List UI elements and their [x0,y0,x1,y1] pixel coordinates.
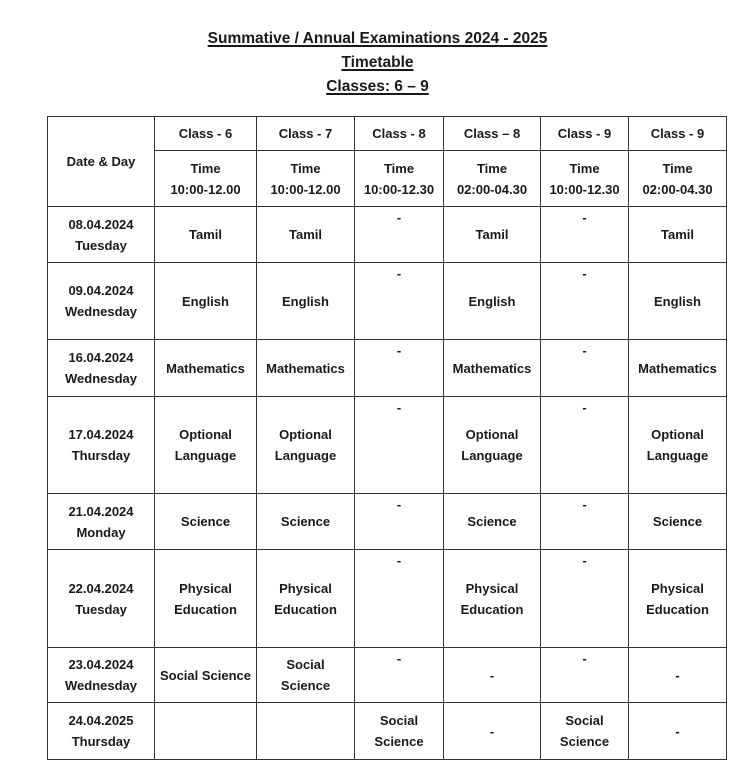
exam-row [48,494,727,550]
subject-text: Social [379,713,419,728]
exam-day: Monday [76,524,126,540]
subject-text: Education [174,601,237,617]
exam-row [48,340,727,397]
no-exam-dash [355,494,444,550]
exam-rows [48,207,727,760]
no-exam-dash [355,550,444,648]
subject-text: English [468,293,516,309]
subject-cell [155,648,257,703]
subject-text: Mathematics [266,360,345,376]
empty-cell [155,703,257,760]
no-exam-dash [444,703,541,760]
dash-text: - [582,651,587,666]
subject-cell [629,494,727,550]
no-exam-dash [541,648,629,703]
subject-cell [629,340,727,397]
exam-date: 09.04.2024 [68,283,134,298]
exam-date: 08.04.2024 [68,216,134,232]
time-label: Time [290,160,321,176]
no-exam-dash [541,550,629,648]
subject-text: Tamil [475,227,509,242]
exam-date: 21.04.2024 [68,503,134,519]
date-day-cell [48,340,155,397]
dash-text: - [675,723,680,739]
subject-cell [257,207,355,263]
exam-day: Wednesday [64,371,137,386]
dash-text: - [582,497,587,512]
subject-text: Science [467,514,517,529]
subject-cell [257,397,355,494]
exam-row [48,263,727,340]
date-day-cell [48,207,155,263]
dash-text: - [396,266,402,281]
time-label: Time [383,160,415,176]
exam-date: 23.04.2024 [68,657,134,672]
time-label: Time [569,160,600,176]
time-header [444,151,541,207]
exam-row [48,703,727,760]
no-exam-dash [541,263,629,340]
subject-cell [444,340,541,397]
subject-text: Mathematics [638,360,717,376]
no-exam-dash [355,648,444,703]
time-header [257,151,355,207]
time-range: 10:00-12.00 [170,181,241,197]
subject-cell [444,550,541,648]
date-day-cell [48,648,155,703]
exam-date: 22.04.2024 [68,580,134,596]
subject-cell [444,263,541,340]
no-exam-dash [444,648,541,703]
subject-text: Science [559,734,610,749]
subject-text: Science [280,678,331,693]
date-day-cell [48,397,155,494]
exam-timetable [47,116,727,760]
time-header [629,151,727,207]
class-header: Class - 7 [257,117,355,151]
subject-cell [355,703,444,760]
no-exam-dash [355,263,444,340]
subject-cell [155,397,257,494]
subject-text: Mathematics [166,360,245,376]
dash-text: - [396,553,402,568]
subject-cell [257,648,355,703]
subject-text: Physical [179,580,232,596]
class-header: Class - 9 [541,117,629,151]
subject-cell [257,494,355,550]
subject-text: Language [461,448,523,463]
subject-text: Social Science [159,667,252,683]
no-exam-dash [541,340,629,397]
no-exam-dash [355,207,444,263]
subject-cell [155,550,257,648]
subject-text: Education [646,601,709,617]
subject-text: Optional [179,427,232,442]
date-day-cell [48,703,155,760]
subject-cell [629,263,727,340]
dash-text: - [582,400,587,415]
subject-text: Tamil [289,227,322,242]
date-day-cell [48,550,155,648]
subject-cell [155,340,257,397]
time-range: 10:00-12.30 [363,181,435,197]
subject-cell [444,207,541,263]
subject-text: Education [274,601,337,617]
subject-cell [444,397,541,494]
subject-text: English [654,293,701,309]
date-day-cell [48,494,155,550]
time-range: 02:00-04.30 [456,181,528,197]
subject-cell [257,263,355,340]
exam-day: Wednesday [64,678,137,693]
no-exam-dash [541,207,629,263]
subject-text: Education [460,601,524,617]
date-day-header: Date & Day [48,117,155,207]
subject-cell [629,207,727,263]
exam-row [48,550,727,648]
exam-day: Tuesday [75,601,127,617]
subject-cell [629,397,727,494]
time-label: Time [190,160,221,176]
time-range: 02:00-04.30 [642,181,713,197]
exam-date: 24.04.2025 [68,713,134,728]
empty-cell [257,703,355,760]
subject-text: Physical [651,580,704,596]
no-exam-dash [541,397,629,494]
exam-row [48,207,727,263]
time-label: Time [662,160,693,176]
time-header [355,151,444,207]
subject-text: Social [565,713,604,728]
exam-day: Tuesday [75,237,127,253]
subject-cell [257,340,355,397]
dash-text: - [396,210,402,225]
dash-text: - [396,497,402,512]
exam-row [48,397,727,494]
date-day-cell [48,263,155,340]
no-exam-dash [355,397,444,494]
no-exam-dash [541,494,629,550]
subject-text: Optional [279,427,332,442]
classes-heading: Classes: 6 – 9 [326,78,429,95]
exam-day: Thursday [71,448,131,463]
class-header: Class - 8 [355,117,444,151]
subject-text: Mathematics [452,360,532,376]
subject-cell [155,207,257,263]
time-header [155,151,257,207]
time-range: 10:00-12.00 [270,181,341,197]
subject-text: Science [280,514,331,529]
exam-date: 17.04.2024 [68,427,134,442]
class-header: Class - 6 [155,117,257,151]
exam-day: Wednesday [64,304,137,319]
subject-text: Tamil [189,227,222,242]
dash-text: - [582,553,587,568]
subject-text: Science [180,514,231,529]
dash-text: - [675,667,680,683]
subject-text: Language [174,448,237,463]
dash-text: - [396,343,402,358]
page-title: Summative / Annual Examinations 2024 - 2025 [207,30,548,47]
subject-text: Language [646,448,709,463]
no-exam-dash [629,703,727,760]
subject-text: Science [374,734,424,749]
exam-row [48,648,727,703]
subject-text: Social [286,657,325,672]
no-exam-dash [629,648,727,703]
subject-cell [155,263,257,340]
no-exam-dash [355,340,444,397]
subject-text: Physical [279,580,332,596]
subject-cell [155,494,257,550]
dash-text: - [582,343,587,358]
subject-cell [541,703,629,760]
dash-text: - [489,723,495,739]
subject-cell [629,550,727,648]
subject-text: English [282,293,329,309]
time-range: 10:00-12.30 [549,181,620,197]
subject-text: Optional [651,427,704,442]
subject-text: English [182,293,229,309]
class-header: Class – 8 [444,117,541,151]
subject-text: Science [652,514,703,529]
subject-text: Optional [465,427,519,442]
subject-text: Language [274,448,337,463]
exam-day: Thursday [71,734,131,749]
subject-cell [444,494,541,550]
dash-text: - [582,266,587,281]
class-header: Class - 9 [629,117,727,151]
dash-text: - [396,400,402,415]
class-header-row [48,117,727,151]
subject-cell [257,550,355,648]
dash-text: - [489,667,495,683]
subject-text: Physical [465,580,519,596]
dash-text: - [396,651,402,666]
subject-text: Tamil [661,227,694,242]
exam-date: 16.04.2024 [68,350,134,365]
page-subtitle: Timetable [341,54,414,71]
time-header [541,151,629,207]
dash-text: - [582,210,587,225]
time-label: Time [476,160,508,176]
